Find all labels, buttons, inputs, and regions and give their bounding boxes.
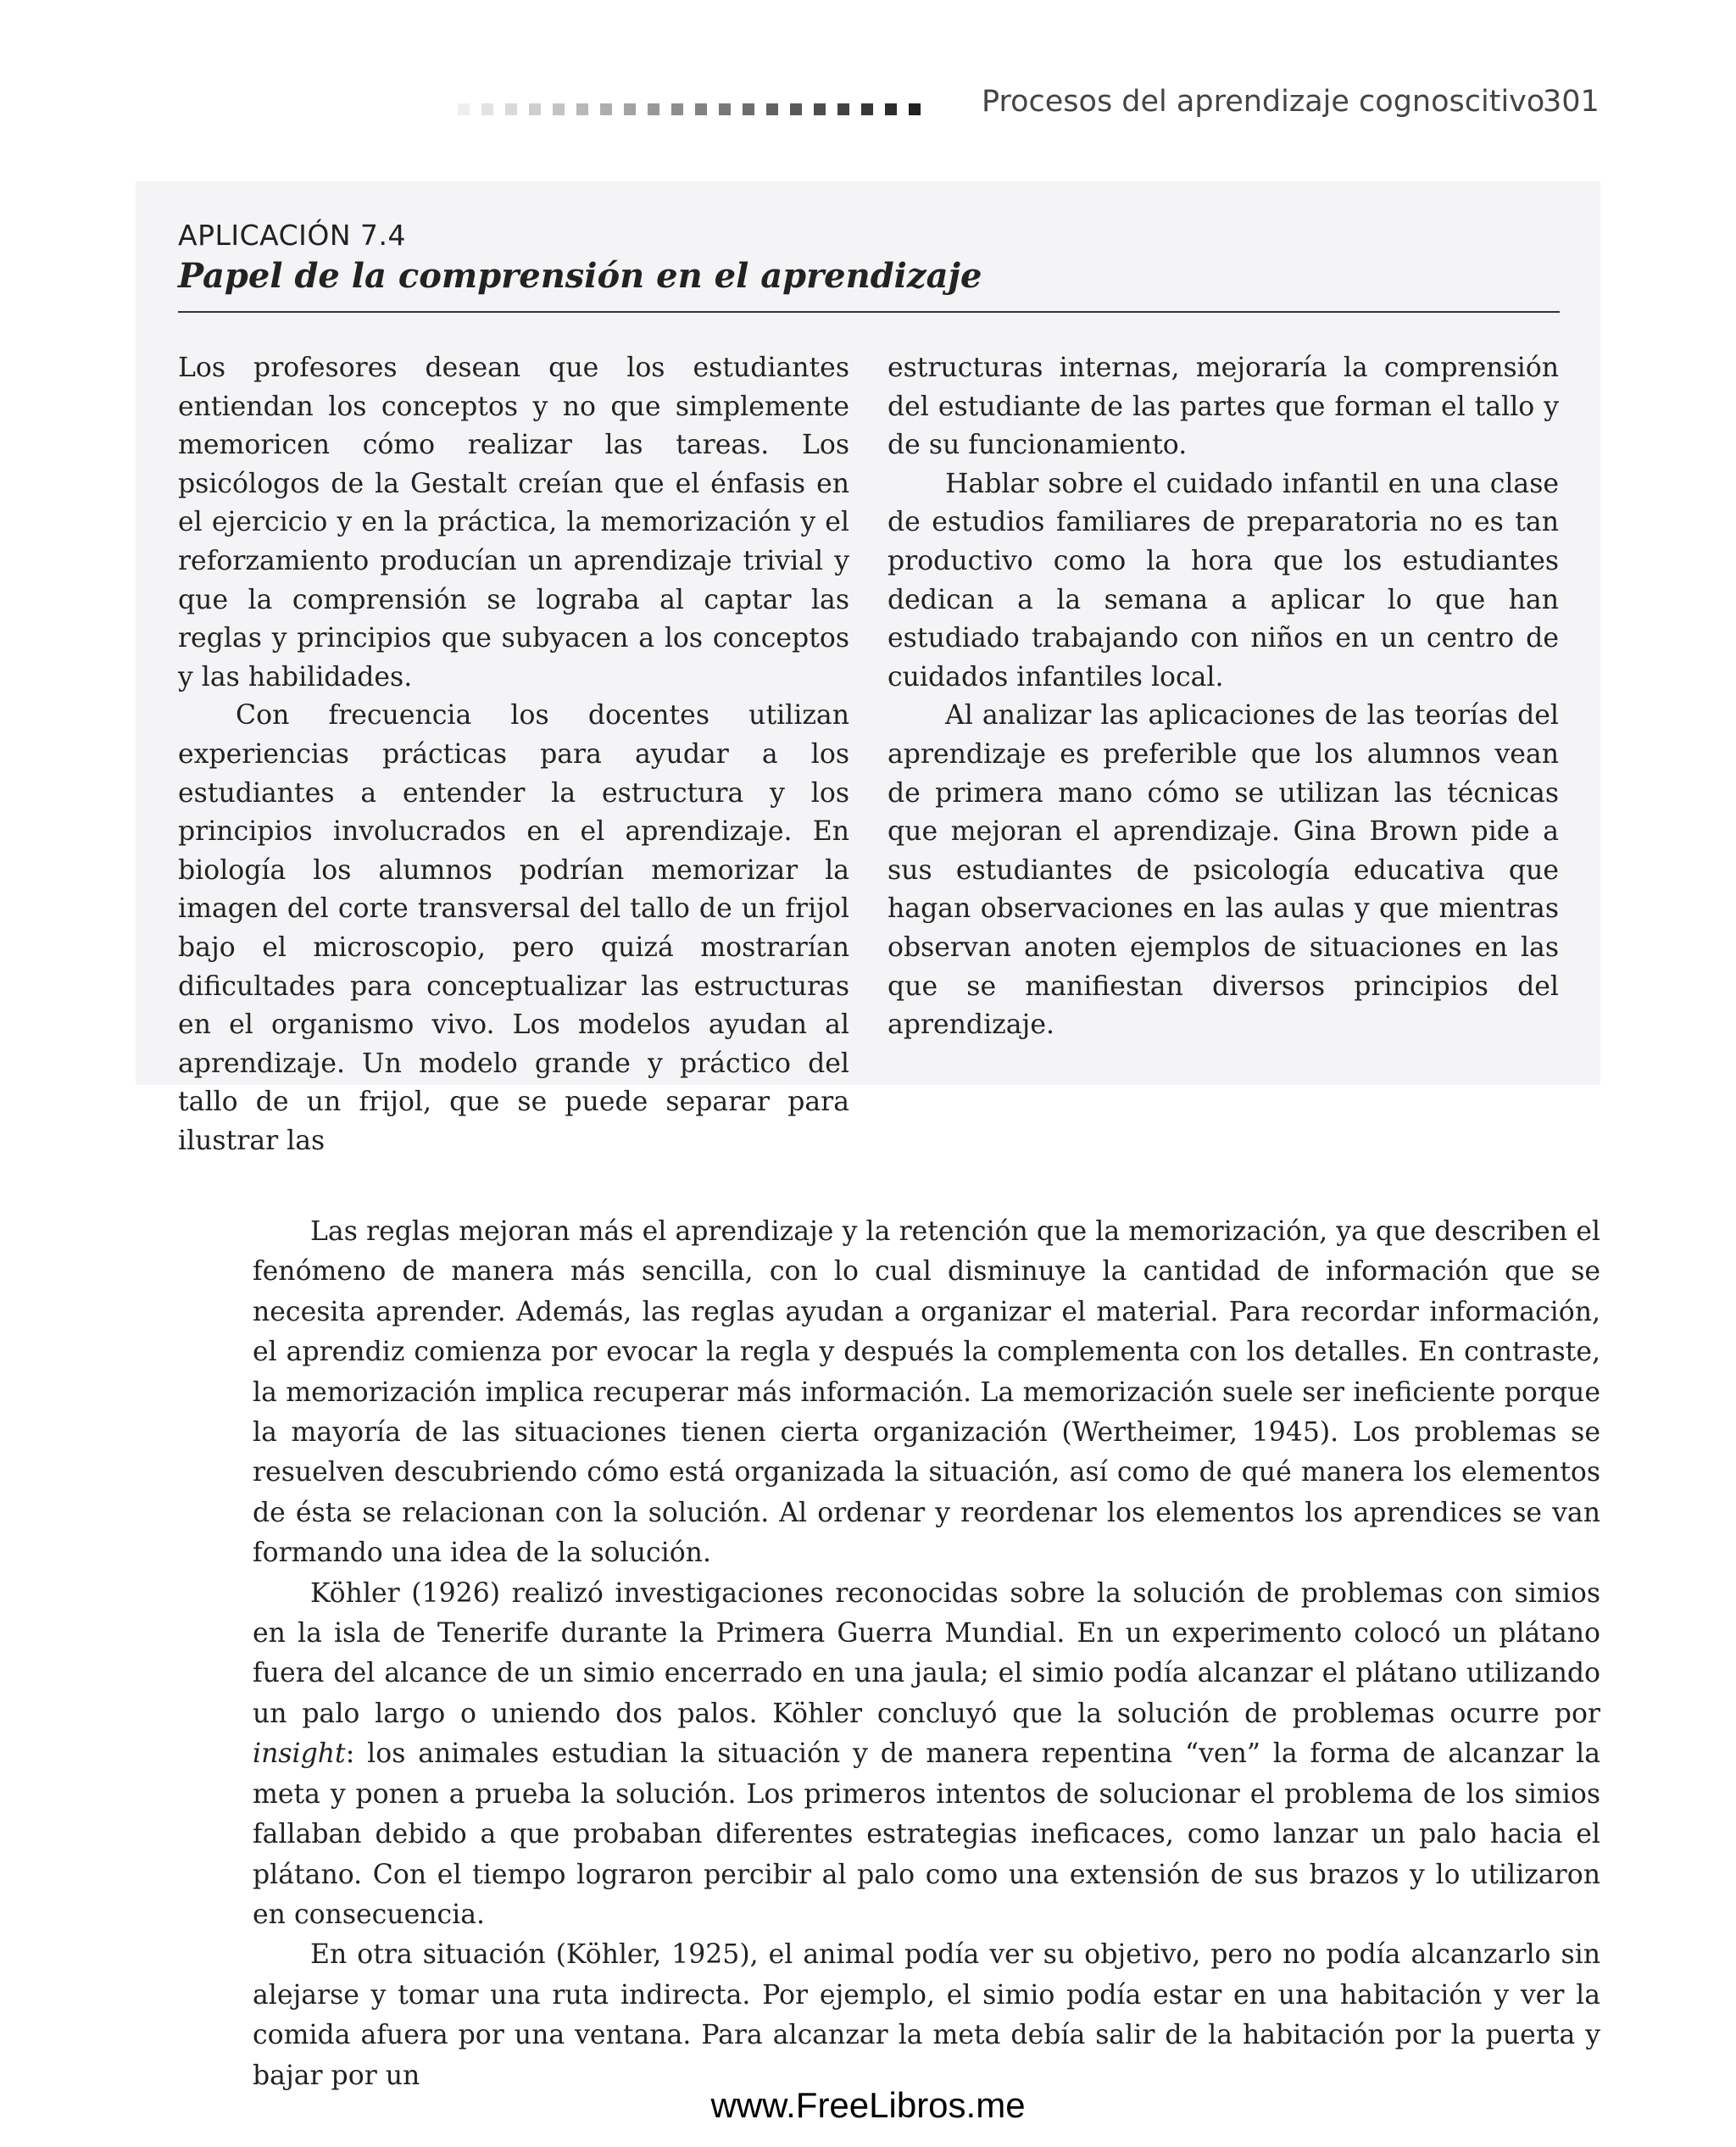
header-dot bbox=[837, 103, 849, 115]
header-dot bbox=[766, 103, 778, 115]
header-dot bbox=[529, 103, 541, 115]
body-paragraph-3: En otra situación (Köhler, 1925), el animal podía ver su objetivo, pero no podía alcanzarlo sin alejarse y tomar una ruta indirecta. Por ejemplo, el simio podía estar en una habitación y ver la comida afuera por una ventana. Para alcanzar la meta debía salir de la habitación por la puerta y bajar por un bbox=[253, 1939, 1600, 2091]
running-title: Procesos del aprendizaje cognoscitivo bbox=[982, 85, 1545, 119]
left-paragraph-2: Con frecuencia los docentes utilizan experiencias prácticas para ayudar a los estudiantes a entender la estructura y los principios involucrados en el aprendizaje. En biología los alumnos podrían memorizar la imagen del corte transversal del tallo de un frijol bajo el microscopio, pero quizá mostrarían dificultades para conceptualizar las estructuras en el organismo vivo. Los modelos ayudan al aprendizaje. Un modelo grande y práctico del tallo de un frijol, que se puede separar para ilustrar las bbox=[178, 700, 849, 1156]
application-title: Papel de la comprensión en el aprendizaje bbox=[178, 256, 982, 296]
body-paragraph-1: Las reglas mejoran más el aprendizaje y la retención que la memorización, ya que describen el fenómeno de manera más sencilla, con lo cual disminuye la cantidad de información que se necesita aprender. Además, las reglas ayudan a organizar el material. Para recordar información, el aprendiz comienza por evocar la regla y después la complementa con los detalles. En contraste, la memorización implica recuperar más información. La memorización suele ser ineficiente porque la mayoría de las situaciones tienen cierta organización (Wertheimer, 1945). Los problemas se resuelven descubriendo cómo está organizada la situación, así como de qué manera los elementos de ésta se relacionan con la solución. Al ordenar y reordenar los elementos los aprendices se van formando una idea de la solución. bbox=[253, 1216, 1600, 1569]
paragraph-2-start: Köhler (1926) realizó investigaciones reconocidas sobre la solución de problemas con simios en la isla de Tenerife durante la Primera Guerra Mundial. En un experimento colocó un plátano fuera del alcance de un simio encerrado en una jaula; el simio podía alcanzar el plátano utilizando un palo largo o uniendo dos palos. Köhler concluyó que la solución de problemas ocurre por bbox=[253, 1577, 1600, 1729]
paragraph-2-end: : los animales estudian la situación y de manera repentina “ven” la forma de alcanzar la meta y ponen a prueba la solución. Los primeros intentos de solucionar el problema de los simios fallaban debido a que probaban diferentes estrategias ineficaces, como lanzar un palo hacia el plátano. Con el tiempo lograron percibir al palo como una extensión de sus brazos y lo utilizaron en consecuencia. bbox=[253, 1738, 1600, 1930]
application-right-column bbox=[887, 349, 1559, 1045]
right-paragraph-3: Al analizar las aplicaciones de las teorías del aprendizaje es preferible que los alumnos vean de primera mano cómo se utilizan las técnicas que mejoran el aprendizaje. Gina Brown pide a sus estudiantes de psicología educativa que hagan observaciones en las aulas y que mientras observan anoten ejemplos de situaciones en las que se manifiestan diversos principios del aprendizaje. bbox=[887, 700, 1559, 1041]
header-dot bbox=[481, 103, 493, 115]
header-dot bbox=[695, 103, 707, 115]
header-dot bbox=[624, 103, 636, 115]
header-dot bbox=[600, 103, 612, 115]
header-dot bbox=[671, 103, 683, 115]
header-dot bbox=[505, 103, 517, 115]
body-text bbox=[253, 1212, 1600, 2096]
body-paragraph-2 bbox=[253, 1574, 1600, 1936]
right-paragraph-1: estructuras internas, mejoraría la comprensión del estudiante de las partes que forman el tallo y de su funcionamiento. bbox=[887, 353, 1559, 461]
header-dot bbox=[814, 103, 826, 115]
header-dot bbox=[790, 103, 802, 115]
right-paragraph-2: Hablar sobre el cuidado infantil en una clase de estudios familiares de preparatoria no es tan productivo como la hora que los estudiantes dedican a la semana a aplicar lo que han estudiado trabajando con niños en un centro de cuidados infantiles local. bbox=[887, 468, 1559, 692]
header-dot bbox=[553, 103, 565, 115]
insight-term: insight bbox=[253, 1738, 346, 1770]
header-dot bbox=[458, 103, 470, 115]
page-number: 301 bbox=[1543, 85, 1600, 119]
header-dot bbox=[719, 103, 731, 115]
footer-watermark: www.FreeLibros.me bbox=[710, 2085, 1026, 2125]
header-dot bbox=[861, 103, 873, 115]
left-paragraph-1: Los profesores desean que los estudiantes entiendan los conceptos y no que simplemente memoricen cómo realizar las tareas. Los psicólogos de la Gestalt creían que el énfasis en el ejercicio y en la práctica, la memorización y el reforzamiento producían un aprendizaje trivial y que la comprensión se lograba al captar las reglas y principios que subyacen a los conceptos y las habilidades. bbox=[178, 353, 849, 692]
header-dot bbox=[576, 103, 588, 115]
application-label: APLICACIÓN 7.4 bbox=[178, 219, 407, 252]
header-dot bbox=[885, 103, 897, 115]
header-dot bbox=[909, 103, 921, 115]
title-rule bbox=[178, 311, 1560, 313]
header-dot bbox=[648, 103, 659, 115]
application-left-column bbox=[178, 349, 849, 1160]
header-dot-gradient bbox=[458, 103, 949, 117]
header-dot bbox=[743, 103, 754, 115]
